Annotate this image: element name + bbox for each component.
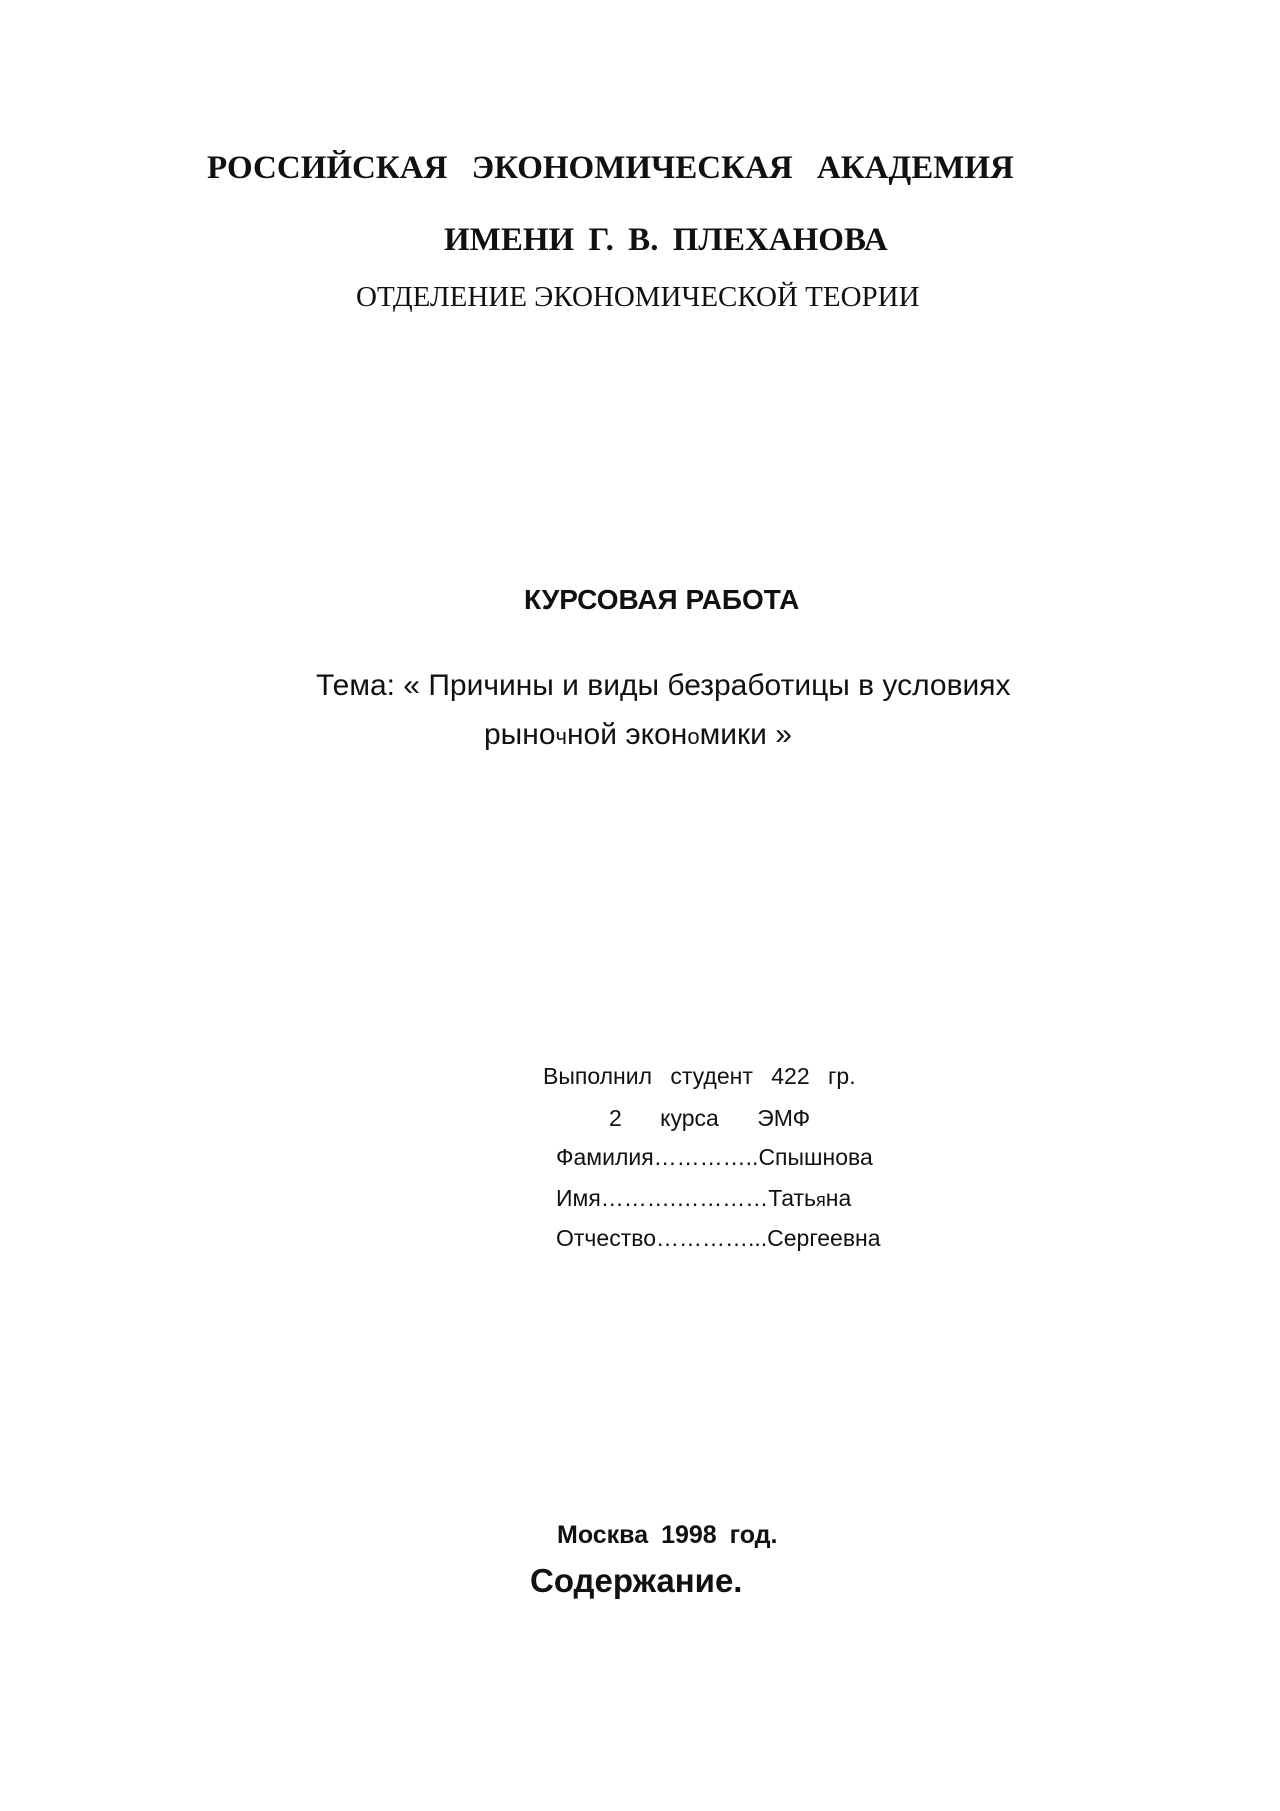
topic-line-2-small-letter: о xyxy=(687,724,700,749)
topic-line-2-small-letter: ч xyxy=(555,724,567,749)
student-surname: Фамилия…………..Спышнова xyxy=(556,1144,873,1170)
topic-line-1: Тема: « Причины и виды безработицы в условиях xyxy=(316,669,1011,702)
topic-line-2-part: рыно xyxy=(484,718,556,751)
city-year: Москва 1998 год. xyxy=(557,1521,778,1549)
contents-heading: Содержание. xyxy=(530,1562,743,1599)
student-name-small-letter: я xyxy=(816,1190,826,1210)
academy-named-after: ИМЕНИ Г. В. ПЛЕХАНОВА xyxy=(444,222,888,258)
department-title: ОТДЕЛЕНИЕ ЭКОНОМИЧЕСКОЙ ТЕОРИИ xyxy=(356,281,920,313)
topic-line-2-part: ной экон xyxy=(566,718,688,751)
academy-title: РОССИЙСКАЯ ЭКОНОМИЧЕСКАЯ АКАДЕМИЯ xyxy=(207,150,1014,186)
topic-line-2-part: мики » xyxy=(699,718,792,751)
document-type-heading: КУРСОВАЯ РАБОТА xyxy=(524,584,800,615)
student-group-line: Выполнил студент 422 гр. xyxy=(543,1063,856,1089)
topic-line-2 xyxy=(484,718,792,752)
student-name xyxy=(556,1185,851,1212)
student-name-part: на xyxy=(825,1185,852,1211)
student-patronymic: Отчество…………...Сергеевна xyxy=(556,1225,881,1251)
student-course-line: 2 курса ЭМФ xyxy=(609,1105,811,1131)
student-name-part: Имя……….…………Тать xyxy=(556,1185,817,1211)
